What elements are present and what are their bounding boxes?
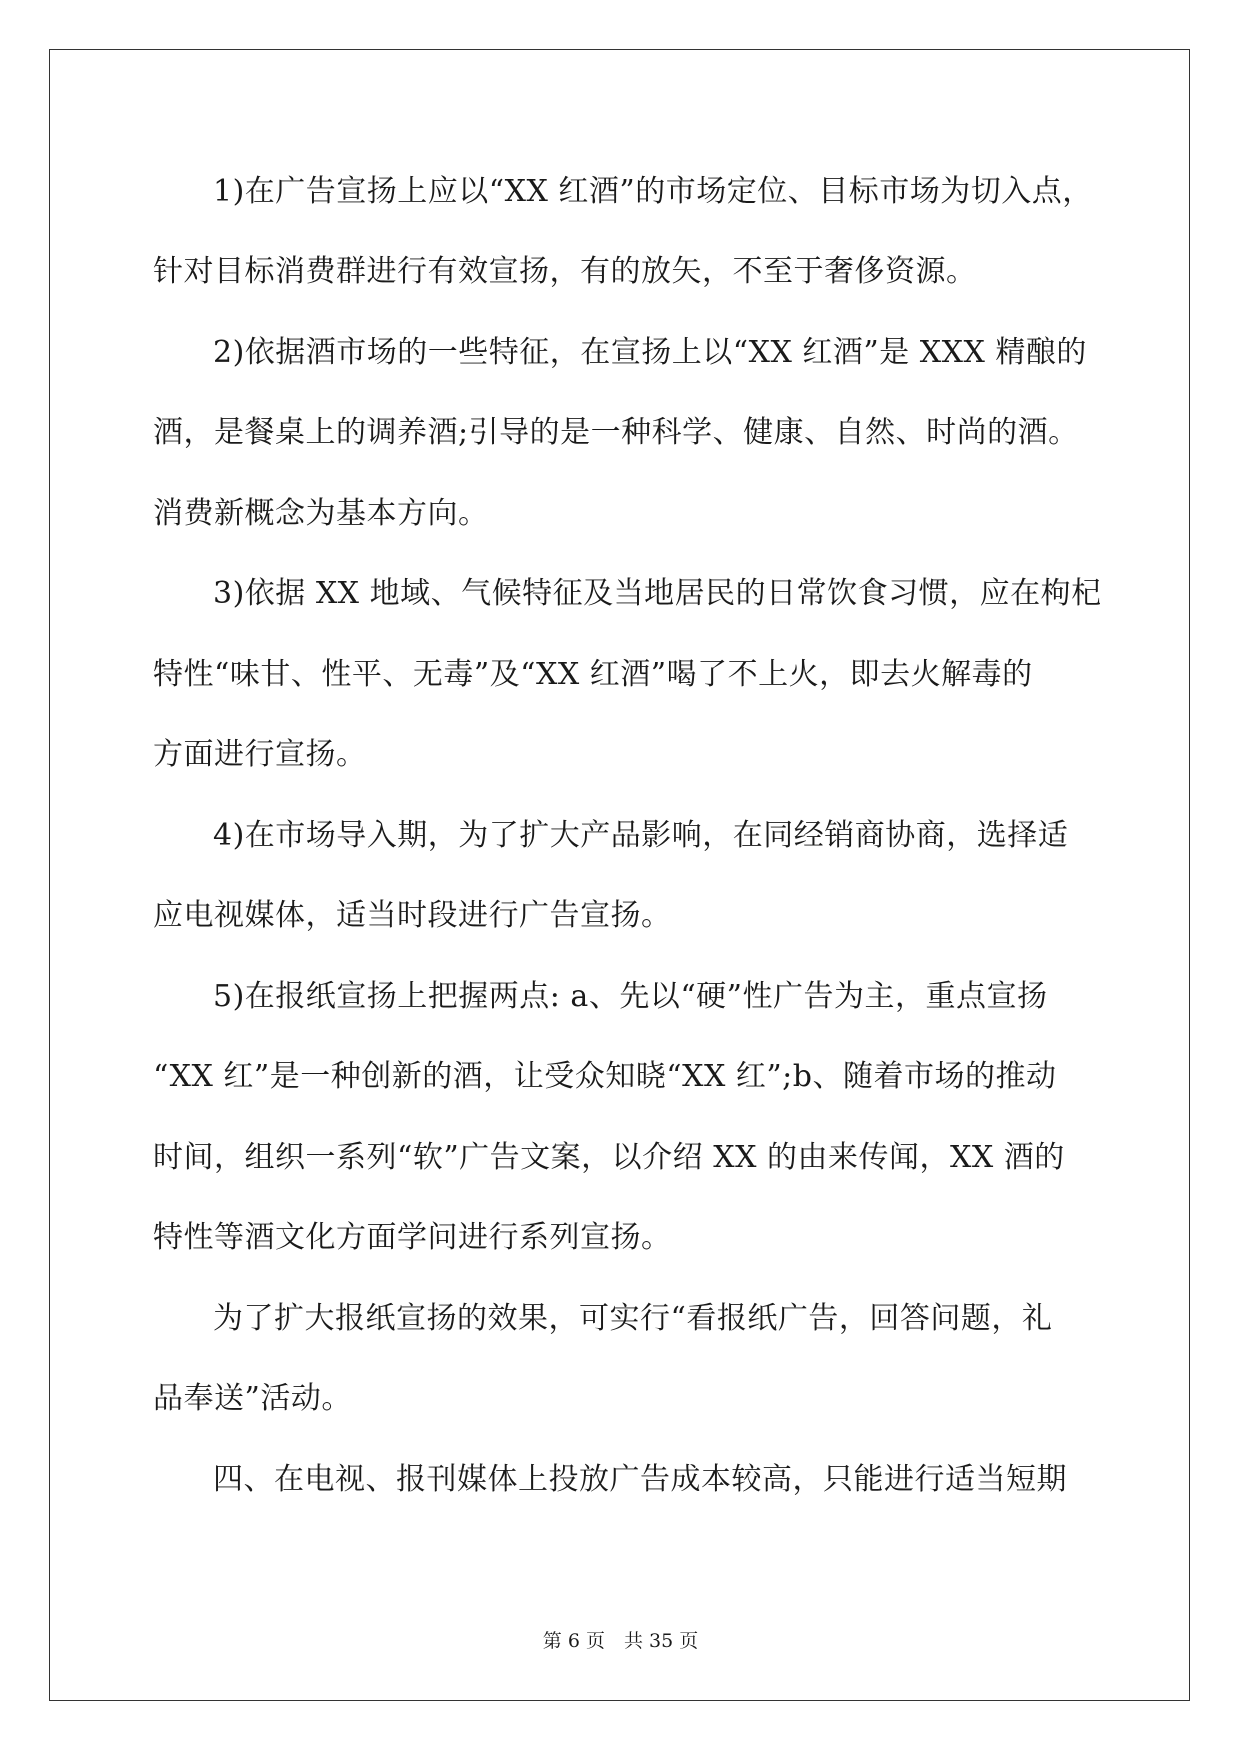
paragraph-line: 四、在电视、报刊媒体上投放广告成本较高，只能进行适当短期 bbox=[213, 1462, 1067, 1497]
page-border bbox=[49, 49, 1190, 1701]
paragraph-line: 为了扩大报纸宣扬的效果，可实行“看报纸广告，回答问题，礼 bbox=[213, 1301, 1053, 1336]
paragraph-line: 4)在市场导入期，为了扩大产品影响，在同经销商协商，选择适 bbox=[213, 818, 1069, 853]
paragraph-line: 时间，组织一系列“软”广告文案，以介绍 XX 的由来传闻，XX 酒的 bbox=[153, 1140, 1065, 1175]
paragraph-line: 品奉送”活动。 bbox=[153, 1381, 352, 1416]
paragraph-line: 特性“味甘、性平、无毒”及“XX 红酒”喝了不上火，即去火解毒的 bbox=[153, 657, 1033, 692]
paragraph-line: 5)在报纸宣扬上把握两点: a、先以“硬”性广告为主，重点宣扬 bbox=[213, 979, 1048, 1014]
page-number-footer: 第 6 页 共 35 页 bbox=[542, 1630, 699, 1652]
paragraph-line: 方面进行宣扬。 bbox=[153, 737, 367, 772]
paragraph-line: 3)依据 XX 地域、气候特征及当地居民的日常饮食习惯，应在枸杞 bbox=[213, 576, 1102, 611]
paragraph-line: 2)依据酒市场的一些特征，在宣扬上以“XX 红酒”是 XXX 精酿的 bbox=[213, 335, 1087, 370]
paragraph-line: 酒，是餐桌上的调养酒;引导的是一种科学、健康、自然、时尚的酒。 bbox=[153, 415, 1079, 450]
paragraph-line: 应电视媒体，适当时段进行广告宣扬。 bbox=[153, 898, 672, 933]
paragraph-line: “XX 红”是一种创新的酒，让受众知晓“XX 红”;b、随着市场的推动 bbox=[153, 1059, 1057, 1094]
paragraph-line: 1)在广告宣扬上应以“XX 红酒”的市场定位、目标市场为切入点， bbox=[213, 174, 1093, 209]
paragraph-line: 针对目标消费群进行有效宣扬，有的放矢，不至于奢侈资源。 bbox=[153, 254, 977, 289]
paragraph-line: 特性等酒文化方面学问进行系列宣扬。 bbox=[153, 1220, 672, 1255]
paragraph-line: 消费新概念为基本方向。 bbox=[153, 496, 489, 531]
